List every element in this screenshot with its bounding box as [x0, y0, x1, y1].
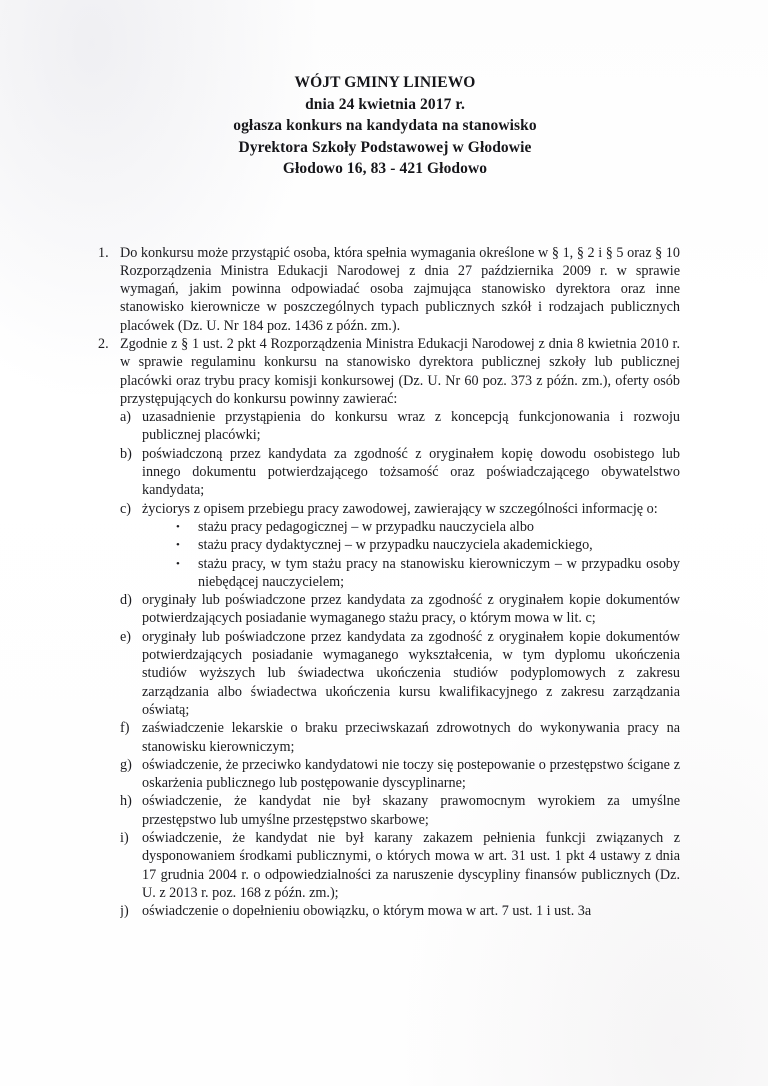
sublist-text-d: oryginały lub poświadczone przez kandydata za zgodność z oryginałem kopie dokumentów potwierdzających posiadanie wymaganego stażu pracy, o którym mowa w lit. c;	[142, 592, 680, 627]
bullet-body-1	[198, 518, 680, 536]
sublist-marker-j: j)	[120, 903, 129, 920]
heading-line-3: ogłasza konkurs na kandydata na stanowisko	[233, 117, 537, 134]
sublist-marker-d: d)	[120, 592, 132, 609]
bullet-item-3	[175, 555, 680, 592]
sublist-marker-a: a)	[120, 409, 132, 426]
sublist-marker-e: e)	[120, 628, 132, 645]
bullet-point-icon: •	[176, 539, 180, 552]
sublist-body-c	[142, 500, 680, 591]
bullet-body-2	[198, 536, 680, 554]
sublist-item-j	[120, 902, 680, 920]
sublist-text-h: oświadczenie, że kandydat nie był skazany prawomocnym wyrokiem za umyślne przestępstwo lub umyślne przestępstwo skarbowe;	[142, 793, 680, 828]
sublist-marker-g: g)	[120, 756, 132, 773]
sublist-item-c	[120, 500, 680, 591]
sublist-text-c: życiorys z opisem przebiegu pracy zawodowej, zawierający w szczególności informację o:	[142, 500, 658, 517]
sublist-text-f: zaświadczenie lekarskie o braku przeciwskazań zdrowotnych do wykonywania pracy na stanowisku kierowniczym;	[142, 720, 680, 755]
sublist-body-f	[142, 719, 680, 756]
list-text-2: Zgodnie z § 1 ust. 2 pkt 4 Rozporządzenia Ministra Edukacji Narodowej z dnia 8 kwietnia 2010 r. w sprawie regulaminu konkursu na stanowisko dyrektora publicznej szkoły lub publicznej placówki oraz trybu pracy komisji konkursowej (Dz. U. Nr 60 poz. 373 z późn. zm.), oferty osób przystępujących do konkursu powinny zawierać:	[120, 335, 680, 407]
sublist-text-e: oryginały lub poświadczone przez kandydata za zgodność z oryginałem kopie dokumentów potwierdzających posiadanie wymaganego wykształcenia, w tym dyplomu ukończenia studiów wyższych lub świadectwa ukończenia studiów podyplomowych z zakresu zarządzania albo świadectwa ukończenia kursu kwalifikacyjnego z zakresu zarządzania oświatą;	[142, 628, 680, 718]
sublist-body-e	[142, 628, 680, 719]
bullet-item-2	[175, 536, 680, 554]
sublist-marker-i: i)	[120, 830, 129, 846]
sublist-body-i	[142, 829, 680, 902]
sublist-item-b	[120, 445, 680, 500]
bullet-body-3	[198, 555, 680, 592]
sublist-marker-f: f)	[120, 720, 130, 737]
bullet-text-1: stażu pracy pedagogicznej – w przypadku nauczyciela albo	[198, 518, 535, 535]
list-text-1: Do konkursu może przystąpić osoba, która spełnia wymagania określone w § 1, § 2 i § 5 oraz § 10 Rozporządzenia Ministra Edukacji Narodowej z dnia 27 października 2009 r. w sprawie wymagań, jakim powinna odpowiadać osoba zajmująca stanowisko dyrektora oraz inne stanowisko kierownicze w poszczególnych typach publicznych szkół i rodzajach publicznych placówek (Dz. U. Nr 184 poz. 1436 z późn. zm.).	[120, 244, 680, 334]
bullet-sublist	[175, 518, 680, 591]
sublist-text-i: oświadczenie, że kandydat nie był karany zakazem pełnienia funkcji związanych z dysponowaniem środkami publicznymi, o których mowa w art. 31 ust. 1 pkt 4 ustawy z dnia 17 grudnia 2004 r. o odpowiedzialności za naruszenie dyscypliny finansów publicznych (Dz. U. z 2013 r. poz. 168 z późn. zm.);	[142, 830, 680, 901]
list-item-2	[90, 335, 680, 921]
sublist-item-f	[120, 719, 680, 756]
sublist-item-h	[120, 792, 680, 829]
document-heading	[90, 72, 680, 180]
sublist-text-j: oświadczenie o dopełnieniu obowiązku, o którym mowa w art. 7 ust. 1 i ust. 3a	[142, 903, 592, 920]
bullet-point-icon: •	[176, 520, 180, 533]
sublist-body-g	[142, 756, 680, 793]
sublist-marker-c: c)	[120, 500, 132, 517]
bullet-point-icon: •	[176, 557, 180, 570]
lettered-sublist	[120, 408, 680, 920]
sublist-item-a	[120, 408, 680, 445]
sublist-text-a: uzasadnienie przystąpienia do konkursu wraz z koncepcją funkcjonowania i rozwoju publicznej placówki;	[142, 409, 680, 444]
sublist-text-g: oświadczenie, że przeciwko kandydatowi nie toczy się postepowanie o przestępstwo ścigane z oskarżenia publicznego lub postępowanie dyscyplinarne;	[142, 756, 680, 792]
list-body-2	[120, 335, 680, 921]
sublist-item-d	[120, 591, 680, 628]
sublist-body-a	[142, 408, 680, 445]
sublist-body-h	[142, 792, 680, 829]
list-body-1	[120, 244, 680, 335]
bullet-text-3: stażu pracy, w tym stażu pracy na stanowisku kierowniczym – w przypadku osoby niebędącej nauczycielem;	[198, 555, 680, 590]
sublist-body-j	[142, 902, 680, 920]
document-content	[90, 0, 680, 920]
heading-line-1: WÓJT GMINY LINIEWO	[294, 74, 476, 91]
sublist-item-i	[120, 829, 680, 902]
heading-line-4: Dyrektora Szkoły Podstawowej w Głodowie	[238, 138, 532, 156]
list-marker-2: 2.	[98, 335, 109, 352]
sublist-item-g	[120, 756, 680, 793]
sublist-body-d	[142, 591, 680, 628]
heading-line-5: Głodowo 16, 83 - 421 Głodowo	[282, 160, 488, 177]
list-item-1	[90, 244, 680, 335]
sublist-item-e	[120, 628, 680, 719]
sublist-body-b	[142, 445, 680, 500]
sublist-marker-h: h)	[120, 793, 132, 810]
bullet-text-2: stażu pracy dydaktycznej – w przypadku nauczyciela akademickiego,	[198, 537, 593, 554]
heading-line-2: dnia 24 kwietnia 2017 r.	[305, 95, 465, 113]
list-marker-1: 1.	[98, 244, 109, 261]
sublist-text-b: poświadczoną przez kandydata za zgodność z oryginałem kopię dowodu osobistego lub innego dokumentu potwierdzającego tożsamość oraz poświadczającego obywatelstwo kandydata;	[142, 445, 680, 499]
bullet-item-1	[175, 518, 680, 536]
sublist-marker-b: b)	[120, 445, 132, 462]
numbered-list	[90, 244, 680, 921]
